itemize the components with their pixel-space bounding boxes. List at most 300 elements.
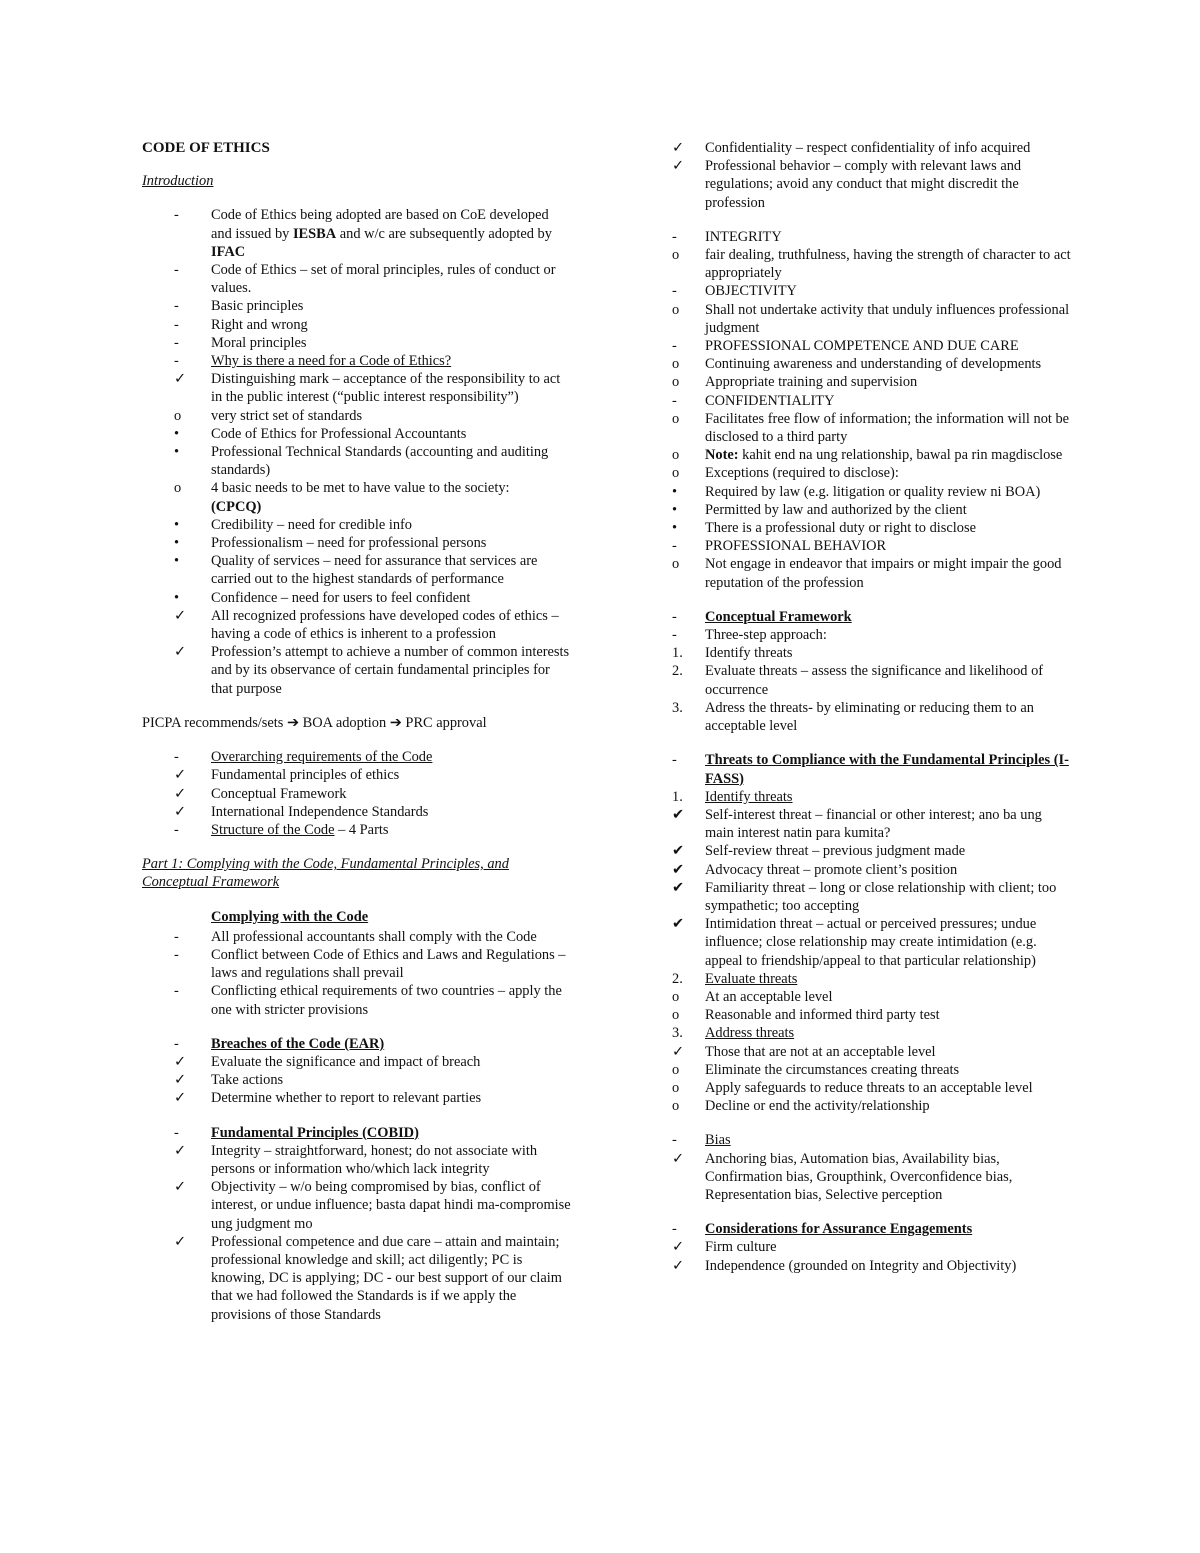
list-item-text	[705, 502, 967, 518]
list-item-body: Conflicting ethical requirements of two countries – apply the one with stricter provisions	[211, 983, 562, 1018]
list-item	[672, 1150, 1072, 1205]
list-item-body: Moral principles	[211, 334, 307, 351]
list-item-text	[705, 247, 1071, 281]
list-marker: ✓	[174, 1072, 187, 1089]
list-item-text	[705, 140, 1030, 156]
list-item	[142, 206, 572, 261]
list-item-body: Quality of services – need for assurance that services are carried out to the highest standards of performance	[211, 553, 538, 588]
list-item	[142, 498, 572, 516]
list-item-body: Adress the threats- by eliminating or reducing them to an acceptable level	[705, 699, 1034, 735]
complying-heading-row	[142, 908, 572, 926]
list-item-body: Evaluate threats – assess the significance and likelihood of occurrence	[705, 663, 1044, 698]
list-item-text	[705, 338, 1019, 354]
list-item-body: Advocacy threat – promote client’s position	[705, 861, 958, 878]
list-item	[142, 607, 572, 643]
list-item-body: 4 basic needs to be met to have value to the society:	[211, 480, 510, 497]
list-item-body: Why is there a need for a Code of Ethics?	[211, 353, 452, 370]
list-item	[672, 501, 1072, 519]
list-item	[672, 879, 1072, 915]
list-item-text	[211, 644, 569, 696]
list-item-body: At an acceptable level	[705, 988, 833, 1005]
list-item	[672, 483, 1072, 501]
list-marker: -	[174, 749, 179, 766]
list-item-body: Anchoring bias, Automation bias, Availability bias, Confirmation bias, Groupthink, Overconfidence bias, Representation bias, Selective perception	[705, 1150, 1013, 1203]
list-item	[142, 334, 572, 352]
list-marker: ✓	[672, 140, 685, 156]
list-marker: o	[672, 1098, 680, 1115]
list-marker: ✓	[672, 158, 685, 175]
list-marker: -	[174, 207, 179, 224]
list-item-text	[211, 207, 552, 259]
list-item	[142, 1089, 572, 1107]
list-item-text	[211, 749, 432, 765]
spacer	[672, 592, 1072, 608]
list-marker: o	[672, 410, 680, 427]
list-marker: 2.	[672, 970, 683, 987]
list-item	[672, 626, 1072, 644]
spacer	[672, 1204, 1072, 1220]
list-item	[142, 821, 572, 839]
list-item-text	[211, 353, 451, 369]
list-item	[672, 970, 1072, 988]
spacer	[672, 212, 1072, 228]
list-item-body: Facilitates free flow of information; the information will not be disclosed to a third party	[705, 410, 1070, 446]
list-item	[142, 261, 572, 297]
list-item	[672, 282, 1072, 300]
list-item	[672, 337, 1072, 355]
list-marker: ✓	[174, 607, 187, 624]
list-item	[142, 407, 572, 425]
right-column	[672, 139, 1072, 1275]
list-item-body: Objectivity – w/o being compromised by bias, conflict of interest, or undue influence; basta dapat hindi ma-compromise ung judgment mo	[211, 1179, 571, 1232]
list-item-text	[705, 1044, 936, 1060]
overarching-list	[142, 748, 572, 839]
list-item-body: Confidentiality – respect confidentiality of info acquired	[705, 140, 1031, 156]
list-item-text	[705, 465, 899, 481]
list-item-body: kahit end na ung relationship, bawal pa rin magdisclose	[742, 447, 1063, 464]
list-item	[142, 552, 572, 588]
list-item-text	[705, 862, 957, 878]
list-item-text	[705, 645, 793, 661]
list-item	[672, 519, 1072, 537]
list-item	[142, 589, 572, 607]
bias-heading: Bias	[705, 1132, 731, 1149]
list-item	[672, 246, 1072, 282]
list-item-body: Evaluate threats	[705, 970, 798, 987]
list-marker: o	[672, 1061, 680, 1078]
list-marker: ✓	[174, 371, 187, 388]
list-marker: o	[672, 988, 680, 1005]
list-item-text	[705, 411, 1069, 445]
list-marker: -	[672, 338, 677, 355]
spacer	[142, 1108, 572, 1124]
list-item	[142, 370, 572, 406]
list-item	[672, 1238, 1072, 1256]
list-marker: •	[174, 444, 180, 461]
note-label: Note:	[705, 447, 739, 464]
acronym: IESBA	[292, 225, 337, 242]
list-item-body: Integrity – straightforward, honest; do not associate with persons or information who/which lack integrity	[211, 1142, 538, 1177]
list-item-body: Firm culture	[705, 1239, 777, 1256]
list-marker: ✔	[672, 806, 685, 823]
list-item-body: (CPCQ)	[211, 498, 262, 515]
list-item	[672, 464, 1072, 482]
list-marker: -	[174, 353, 179, 370]
list-marker: o	[672, 556, 680, 573]
list-item-text	[705, 916, 1037, 968]
list-item-body: Eliminate the circumstances creating threats	[705, 1061, 960, 1078]
list-item	[672, 1097, 1072, 1115]
list-item-text	[211, 786, 346, 802]
list-item-text	[705, 302, 1069, 336]
list-item	[672, 699, 1072, 735]
list-item	[672, 373, 1072, 391]
list-item	[672, 228, 1072, 246]
list-marker: -	[672, 1132, 677, 1149]
bias-list	[672, 1150, 1072, 1205]
list-item-text	[705, 663, 1043, 697]
breaches-heading: Breaches of the Code (EAR)	[211, 1035, 385, 1052]
list-marker: o	[672, 1007, 680, 1024]
list-item-body: Shall not undertake activity that unduly influences professional judgment	[705, 301, 1070, 336]
left-column	[142, 139, 572, 1324]
list-marker: ✓	[174, 1179, 187, 1196]
list-item-body: Credibility – need for credible info	[211, 516, 413, 533]
list-item-body: PROFESSIONAL COMPETENCE AND DUE CARE	[705, 338, 1019, 355]
list-marker: •	[174, 589, 180, 606]
list-item	[142, 1233, 572, 1324]
assurance-list	[672, 1238, 1072, 1274]
list-item-body: Address threats	[705, 1025, 795, 1042]
principles-detail-list	[672, 228, 1072, 592]
list-item-body: Three-step approach:	[705, 627, 827, 644]
list-item-body: Fundamental principles of ethics	[211, 767, 400, 784]
part1-heading: Part 1: Complying with the Code, Fundamental Principles, and Conceptual Framework	[142, 856, 509, 891]
list-item-body: Confidence – need for users to feel confident	[211, 589, 471, 606]
list-item-text	[211, 804, 428, 820]
list-item-body: PROFESSIONAL BEHAVIOR	[705, 538, 887, 555]
list-marker: ✓	[174, 803, 187, 820]
list-item-text	[211, 1234, 562, 1323]
list-marker: •	[672, 501, 678, 518]
list-item-body: Identify threats	[705, 645, 793, 662]
list-item-text	[705, 627, 827, 643]
picpa-flow: PICPA recommends/sets ➔ BOA adoption ➔ PRC approval	[142, 714, 487, 731]
list-marker: ✔	[672, 843, 685, 860]
list-marker: -	[672, 228, 677, 245]
list-item-body: Those that are not at an acceptable level	[705, 1043, 936, 1060]
list-marker: ✔	[672, 861, 685, 878]
list-marker: -	[174, 262, 179, 279]
list-item-text	[211, 408, 362, 424]
list-item	[672, 446, 1072, 464]
list-item-text	[705, 393, 835, 409]
list-item-body: Professional behavior – comply with relevant laws and regulations; avoid any conduct that might discredit the profession	[705, 158, 1022, 211]
list-item-text	[705, 158, 1021, 210]
list-marker: ✓	[174, 1142, 187, 1159]
list-item-body: Apply safeguards to reduce threats to an acceptable level	[705, 1079, 1033, 1096]
principles-continued-list	[672, 139, 1072, 212]
document-title: CODE OF ETHICS	[142, 140, 270, 156]
list-item-body: All professional accountants shall comply with the Code	[211, 928, 537, 945]
list-marker: -	[174, 1035, 179, 1052]
list-item-text	[211, 426, 466, 442]
list-item	[672, 1079, 1072, 1097]
list-item-body: OBJECTIVITY	[705, 283, 797, 300]
list-item-body: Self-review threat – previous judgment made	[705, 843, 966, 860]
list-item-text	[705, 484, 1040, 500]
list-item-body: Code of Ethics – set of moral principles, rules of conduct or values.	[211, 262, 556, 297]
list-item	[142, 297, 572, 315]
list-item-text	[705, 1151, 1012, 1203]
section-introduction-heading: Introduction	[142, 173, 214, 190]
list-item-text	[705, 1098, 930, 1114]
list-item	[142, 643, 572, 698]
list-item	[142, 1178, 572, 1233]
spacer	[142, 1019, 572, 1035]
list-marker: -	[174, 334, 179, 351]
list-item	[672, 537, 1072, 555]
list-item-text	[211, 371, 560, 405]
list-item-text	[705, 520, 976, 536]
list-marker: •	[672, 483, 678, 500]
list-item-text	[211, 1143, 537, 1177]
fundamental-heading: Fundamental Principles (COBID)	[211, 1124, 419, 1141]
list-item-body: Decline or end the activity/relationship	[705, 1098, 930, 1115]
list-item-body: Take actions	[211, 1072, 284, 1089]
list-item-text	[211, 929, 537, 945]
list-marker: ✓	[672, 1150, 685, 1167]
list-item-text	[211, 1090, 481, 1106]
list-item	[142, 1142, 572, 1178]
list-item-text: Structure of the Code – 4 Parts	[211, 821, 389, 838]
list-marker: ✓	[174, 1090, 187, 1107]
conceptual-heading-row	[672, 608, 1072, 626]
list-item-body: There is a professional duty or right to disclose	[705, 520, 976, 537]
list-item-text	[705, 880, 1056, 914]
list-item-body: Continuing awareness and understanding of developments	[705, 356, 1042, 373]
list-marker: ✓	[672, 1239, 685, 1256]
list-item-text	[705, 283, 797, 299]
list-item-text	[705, 229, 782, 245]
list-item	[142, 425, 572, 443]
list-item	[142, 1071, 572, 1089]
list-marker: -	[672, 752, 677, 769]
list-item	[142, 748, 572, 766]
introduction-list	[142, 206, 572, 697]
list-marker: •	[174, 535, 180, 552]
threats-list	[672, 788, 1072, 1116]
list-item-body: Structure of the Code	[211, 821, 335, 838]
list-item	[142, 1053, 572, 1071]
list-item-body: Required by law (e.g. litigation or quality review ni BOA)	[705, 483, 1041, 500]
bias-heading-row	[672, 1131, 1072, 1149]
list-item-text	[705, 447, 1062, 463]
list-item-body: CONFIDENTIALITY	[705, 392, 835, 409]
list-item-text	[705, 556, 1061, 590]
list-marker: ✓	[174, 1053, 187, 1070]
list-marker: o	[174, 480, 182, 497]
list-item-text	[705, 700, 1034, 734]
list-item-body: Identify threats	[705, 788, 793, 805]
list-marker: 1.	[672, 788, 683, 805]
list-item	[672, 157, 1072, 212]
list-marker: 3.	[672, 699, 683, 716]
list-item	[672, 861, 1072, 879]
list-marker: -	[174, 298, 179, 315]
list-item-text	[705, 1062, 959, 1078]
list-item	[142, 766, 572, 784]
list-item-text	[211, 444, 548, 478]
list-item	[672, 915, 1072, 970]
list-marker: -	[174, 821, 179, 838]
list-marker: o	[672, 1079, 680, 1096]
list-item	[672, 1006, 1072, 1024]
list-item	[142, 479, 572, 497]
list-item	[672, 988, 1072, 1006]
list-item-text	[211, 608, 559, 642]
list-item	[672, 1043, 1072, 1061]
list-marker: ✓	[174, 644, 187, 661]
list-item-text	[705, 1025, 794, 1041]
list-item	[672, 392, 1072, 410]
list-marker: ✓	[174, 785, 187, 802]
list-item-body: Profession’s attempt to achieve a number of common interests and by its observance of certain fundamental principles for that purpose	[211, 644, 570, 697]
complying-heading: Complying with the Code	[211, 908, 369, 925]
list-item-text	[211, 335, 307, 351]
list-item-text	[211, 298, 303, 314]
list-item	[672, 1061, 1072, 1079]
list-item	[672, 410, 1072, 446]
list-marker: ✓	[174, 1233, 187, 1250]
list-item-text	[211, 535, 486, 551]
list-item-text	[211, 517, 412, 533]
list-item	[672, 806, 1072, 842]
list-item-text	[211, 767, 399, 783]
list-item-text	[211, 262, 556, 296]
list-item-body: Conceptual Framework	[211, 785, 347, 802]
list-item	[142, 785, 572, 803]
list-marker: ✔	[672, 916, 685, 933]
list-item-body: Appropriate training and supervision	[705, 374, 918, 391]
conceptual-heading: Conceptual Framework	[705, 608, 852, 625]
list-marker: -	[672, 1221, 677, 1238]
spacer	[672, 735, 1072, 751]
list-item-body: Determine whether to report to relevant parties	[211, 1090, 482, 1107]
list-marker: •	[174, 553, 180, 570]
list-marker: -	[672, 627, 677, 644]
assurance-heading-row	[672, 1220, 1072, 1238]
list-item-body: Distinguishing mark – acceptance of the responsibility to act in the public interest (“public interest responsibility”)	[211, 371, 561, 406]
list-item-body: Professional Technical Standards (accounting and auditing standards)	[211, 444, 549, 479]
list-marker: -	[174, 946, 179, 963]
list-item-text	[705, 374, 917, 390]
list-marker: o	[672, 374, 680, 391]
list-item-body: Right and wrong	[211, 316, 308, 333]
assurance-heading: Considerations for Assurance Engagements	[705, 1221, 973, 1238]
list-item	[142, 534, 572, 552]
list-item-text	[211, 590, 470, 606]
list-item-text	[211, 983, 562, 1017]
list-marker: -	[174, 316, 179, 333]
fundamental-heading-row	[142, 1124, 572, 1142]
list-item-body: Independence (grounded on Integrity and Objectivity)	[705, 1257, 1017, 1274]
list-marker: o	[672, 447, 680, 464]
list-marker: o	[672, 356, 680, 373]
list-item	[142, 982, 572, 1018]
list-item-body: All recognized professions have developed codes of ethics – having a code of ethics is inherent to a profession	[211, 607, 559, 643]
list-item-text	[211, 1072, 283, 1088]
list-item-text	[211, 499, 261, 515]
list-item	[672, 1257, 1072, 1275]
list-item	[142, 803, 572, 821]
list-item-text	[211, 947, 566, 981]
list-item	[142, 928, 572, 946]
list-marker: -	[174, 928, 179, 945]
list-item	[672, 644, 1072, 662]
fundamental-list	[142, 1142, 572, 1324]
list-item-body: Code of Ethics for Professional Accountants	[211, 425, 467, 442]
list-item-body: Self-interest threat – financial or other interest; ano ba ung main interest natin para kumita?	[705, 806, 1042, 842]
list-item-text	[705, 1239, 777, 1255]
list-item-body: Code of Ethics being adopted are based on CoE developed and issued by IESBA and w/c are subsequently adopted by IFAC	[211, 207, 552, 260]
list-marker: ✓	[672, 1043, 685, 1060]
list-item-body: Permitted by law and authorized by the client	[705, 501, 967, 518]
list-item-text	[211, 480, 510, 496]
list-item	[672, 355, 1072, 373]
list-marker: o	[672, 465, 680, 482]
list-marker: -	[672, 392, 677, 409]
list-marker: -	[174, 983, 179, 1000]
list-marker: -	[672, 538, 677, 555]
list-marker: 1.	[672, 645, 683, 662]
conceptual-list	[672, 626, 1072, 735]
list-item-text	[705, 1080, 1033, 1096]
list-marker: 2.	[672, 663, 683, 680]
list-item	[142, 352, 572, 370]
complying-list	[142, 928, 572, 1019]
list-item-body: Conflict between Code of Ethics and Laws and Regulations – laws and regulations shall prevail	[211, 946, 566, 982]
list-item-body: Exceptions (required to disclose):	[705, 465, 899, 482]
list-item	[672, 139, 1072, 157]
acronym: IFAC	[211, 243, 246, 260]
list-item-body: Intimidation threat – actual or perceived pressures; undue influence; close relationship may create intimidation (e.g. appeal to friendship/appeal to that particular relationship)	[705, 916, 1037, 969]
list-marker: -	[672, 283, 677, 300]
list-item	[142, 516, 572, 534]
list-item-body: fair dealing, truthfulness, having the strength of character to act appropriately	[705, 247, 1071, 282]
list-marker: 3.	[672, 1025, 683, 1042]
list-item-text	[705, 971, 797, 987]
list-item-text	[705, 843, 965, 859]
list-marker: -	[174, 1124, 179, 1141]
list-item-text	[705, 1007, 940, 1023]
list-marker: -	[672, 608, 677, 625]
list-item-text	[211, 1054, 480, 1070]
list-item-text	[705, 356, 1041, 372]
list-item-text	[705, 538, 886, 554]
list-item	[672, 301, 1072, 337]
list-item-body: Not engage in endeavor that impairs or might impair the good reputation of the profession	[705, 556, 1062, 591]
list-item	[142, 443, 572, 479]
list-marker: •	[174, 516, 180, 533]
breaches-heading-row	[142, 1035, 572, 1053]
breaches-list	[142, 1053, 572, 1108]
list-marker: •	[672, 520, 678, 537]
list-item	[672, 555, 1072, 591]
list-item-body: INTEGRITY	[705, 228, 782, 245]
list-marker: o	[672, 247, 680, 264]
list-marker: ✓	[672, 1257, 685, 1274]
